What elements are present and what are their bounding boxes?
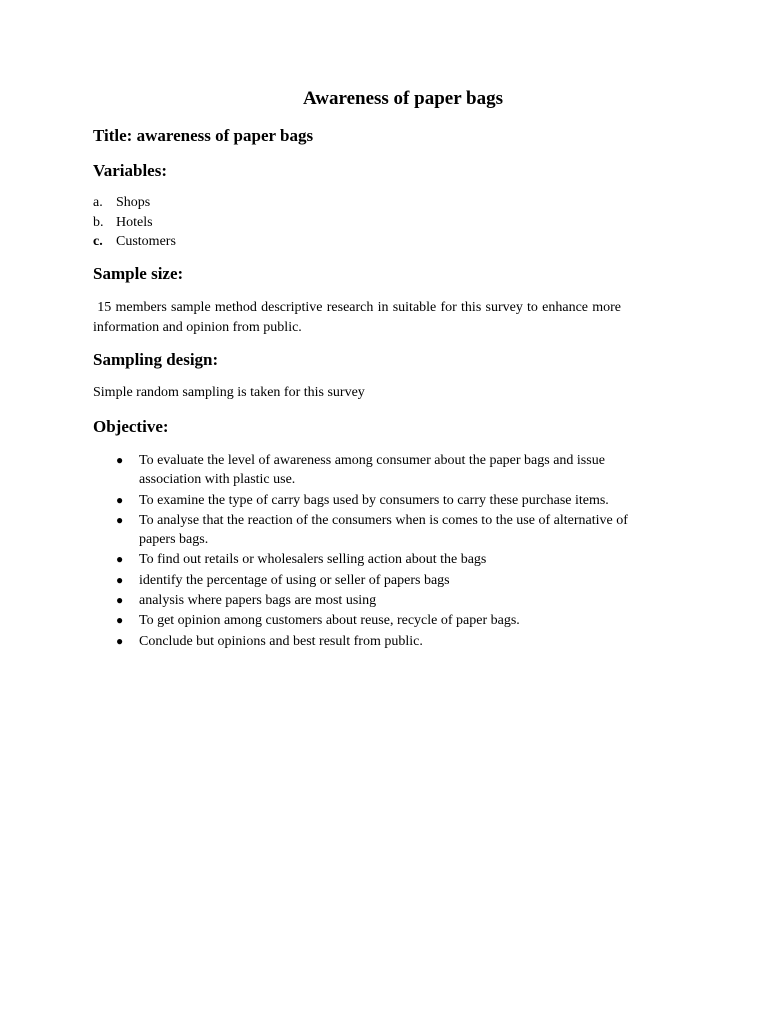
objective-item [93,611,633,630]
objective-item [93,632,633,651]
bullet-icon: ● [116,552,124,567]
variable-item [93,213,176,233]
bullet-icon: ● [116,512,124,527]
objective-item [93,571,633,590]
title-heading: Title: awareness of paper bags [93,126,314,145]
variables-list [93,193,176,252]
variable-item [93,232,176,252]
objective-text: To analyse that the reaction of the consumers when is comes to the use of alternative of papers bags. [139,512,628,548]
objective-heading: Objective: [93,417,169,436]
objective-text: To get opinion among customers about reuse, recycle of paper bags. [139,613,520,629]
variable-marker: b. [93,214,104,230]
objective-text: analysis where papers bags are most using [139,593,377,609]
objective-item [93,491,633,510]
objectives-list [93,451,633,652]
objective-text: identify the percentage of using or seller of papers bags [139,572,450,588]
variables-heading: Variables: [93,161,167,180]
variable-label: Shops [116,195,151,210]
bullet-icon: ● [116,572,124,587]
document-title: Awareness of paper bags [302,88,504,109]
objective-item [93,591,633,610]
objective-text: To evaluate the level of awareness among consumer about the paper bags and issue association with plastic use. [139,453,605,488]
sampling-design-paragraph: Simple random sampling is taken for this survey [93,385,365,400]
bullet-icon: ● [116,593,124,608]
variable-marker: c. [93,234,103,249]
objective-item [93,550,633,569]
bullet-icon: ● [116,453,124,467]
objective-item [93,511,633,550]
variable-label: Customers [116,234,176,249]
bullet-icon: ● [116,492,124,507]
sampling-design-heading: Sampling design: [93,350,219,369]
objective-item [93,451,633,490]
variable-label: Hotels [116,214,153,230]
objective-text: To examine the type of carry bags used by consumers to carry these purchase items. [139,492,609,508]
bullet-icon: ● [116,613,124,628]
variable-marker: a. [93,195,103,210]
sample-size-heading: Sample size: [93,264,184,283]
objective-text: To find out retails or wholesalers selling action about the bags [139,552,487,568]
variable-item [93,193,176,213]
bullet-icon: ● [116,633,124,648]
sample-size-paragraph [93,298,621,338]
sample-size-text: 15 members sample method descriptive research in suitable for this survey to enhance more information and opinion from public. [93,300,622,335]
objective-text: Conclude but opinions and best result from public. [139,633,423,649]
